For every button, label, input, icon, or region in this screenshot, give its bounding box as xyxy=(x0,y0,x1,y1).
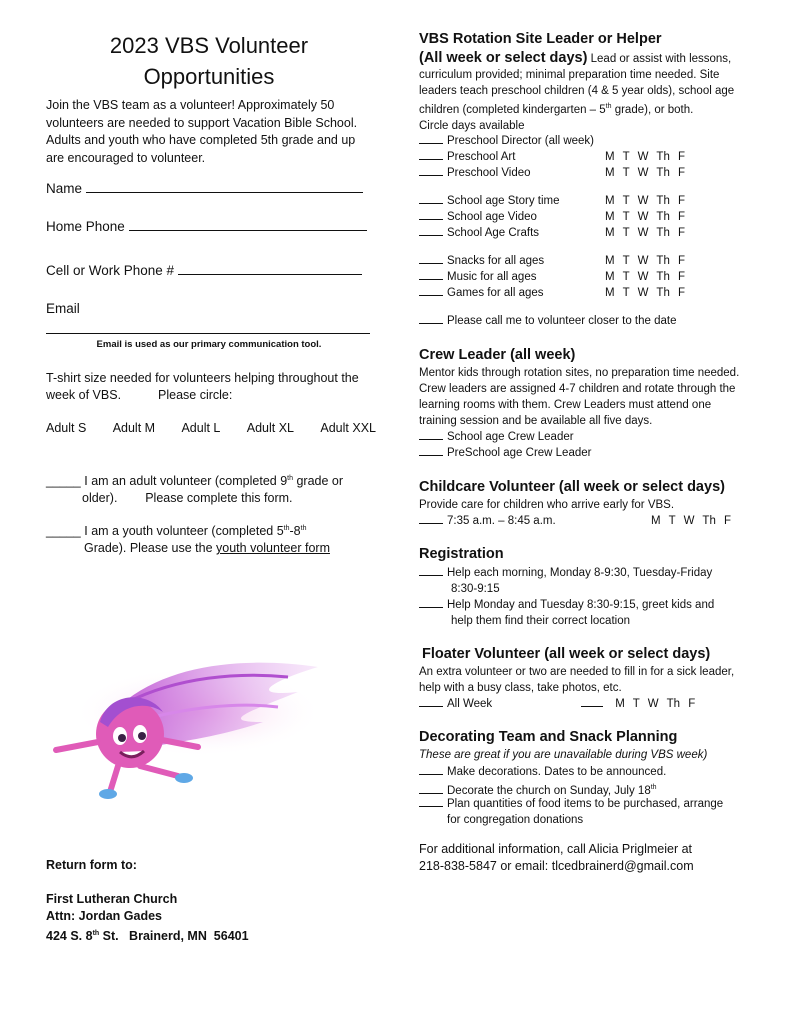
home-phone-field[interactable]: Home Phone xyxy=(46,218,367,236)
rotation-desc: (All week or select days) Lead or assist with lessons, curriculum provided; minimal preparation time needed. Site leaders teach preschool children (4 & 5 year olds), school age children (completed kindergarten – 5th grade), or both. Circle days available xyxy=(419,50,735,132)
days-selector[interactable]: M T W Th F xyxy=(651,515,732,527)
tshirt-sizes xyxy=(46,421,376,435)
size-option[interactable]: Adult XXL xyxy=(320,421,376,435)
size-option[interactable]: Adult S xyxy=(46,421,87,435)
decorating-item[interactable]: Make decorations. Dates to be announced. xyxy=(419,764,666,780)
rotation-item[interactable]: School Age Crafts M T W Th F xyxy=(419,225,719,241)
days-selector[interactable]: M T W Th F xyxy=(605,271,686,283)
decorating-note: These are great if you are unavailable during VBS week) xyxy=(419,749,708,761)
childcare-heading: Childcare Volunteer (all week or select days) xyxy=(419,479,725,495)
registration-item[interactable]: Help each morning, Monday 8-9:30, Tuesday-Friday 8:30-9:15 xyxy=(419,565,712,597)
home-phone-line[interactable] xyxy=(129,218,367,231)
intro-text: Join the VBS team as a volunteer! Approximately 50 volunteers are needed to support Vacation Bible School. Adults and youth who have completed 5th grade and up are encouraged to volunteer. xyxy=(46,98,358,165)
page-title: 2023 VBS Volunteer Opportunities xyxy=(109,33,309,89)
days-selector[interactable]: M T W Th F xyxy=(605,211,686,223)
call-me-later-option[interactable]: Please call me to volunteer closer to the date xyxy=(419,313,677,329)
cell-phone-line[interactable] xyxy=(178,262,362,275)
days-selector[interactable]: M T W Th F xyxy=(581,696,695,712)
decorating-item[interactable]: Plan quantities of food items to be purchased, arrange for congregation donations xyxy=(419,796,723,828)
crew-heading: Crew Leader (all week) xyxy=(419,347,576,363)
rotation-item[interactable]: Music for all ages M T W Th F xyxy=(419,269,719,285)
rotation-item[interactable]: School age Story time M T W Th F xyxy=(419,193,719,209)
youth-volunteer-form-link[interactable]: youth volunteer form xyxy=(216,541,330,556)
rotation-item[interactable]: Preschool Director (all week) xyxy=(419,133,594,149)
rotation-item[interactable]: School age Video M T W Th F xyxy=(419,209,719,225)
decorating-item[interactable]: Decorate the church on Sunday, July 18th xyxy=(419,780,657,799)
email-line[interactable] xyxy=(46,320,370,334)
rotation-item[interactable]: Preschool Video M T W Th F xyxy=(419,165,719,181)
childcare-item[interactable]: 7:35 a.m. – 8:45 a.m. M T W Th F xyxy=(419,513,749,529)
days-selector[interactable]: M T W Th F xyxy=(605,167,686,179)
rotation-item[interactable]: Preschool Art M T W Th F xyxy=(419,149,719,165)
floater-heading: Floater Volunteer (all week or select days) xyxy=(422,646,711,662)
size-option[interactable]: Adult M xyxy=(112,421,156,435)
rotation-item[interactable]: Snacks for all ages M T W Th F xyxy=(419,253,719,269)
return-heading: Return form to: xyxy=(46,858,137,872)
crew-desc: Mentor kids through rotation sites, no preparation time needed. Crew leaders are assigned 4-7 children and rotate through the learning rooms with them. Crew Leaders must attend one training session and be available all five days. xyxy=(419,367,740,427)
adult-volunteer-option[interactable]: _____ I am an adult volunteer (completed 9th grade or older). Please complete this form. xyxy=(46,474,344,506)
floater-desc: An extra volunteer or two are needed to fill in for a sick leader, help with a busy class, take photos, etc. xyxy=(419,666,735,694)
floater-item[interactable]: All Week M T W Th F xyxy=(419,696,739,712)
registration-heading: Registration xyxy=(419,546,504,562)
childcare-desc: Provide care for children who arrive early for VBS. xyxy=(419,499,675,511)
days-selector[interactable]: M T W Th F xyxy=(605,151,686,163)
email-label: Email xyxy=(46,301,80,316)
rotation-item[interactable]: Games for all ages M T W Th F xyxy=(419,285,719,301)
name-line[interactable] xyxy=(86,180,363,193)
tshirt-text: T-shirt size needed for volunteers helping throughout the week of VBS. Please circle: xyxy=(46,371,359,402)
contact-info: For additional information, call Alicia Priglmeier at 218-838-5847 or email: tlcedbrainerd@gmail.com xyxy=(419,842,694,873)
name-field[interactable]: Name xyxy=(46,180,363,198)
crew-item[interactable]: PreSchool age Crew Leader xyxy=(419,445,591,461)
cell-phone-field[interactable]: Cell or Work Phone # xyxy=(46,262,362,280)
days-selector[interactable]: M T W Th F xyxy=(605,255,686,267)
size-option[interactable]: Adult L xyxy=(181,421,221,435)
size-option[interactable]: Adult XL xyxy=(246,421,295,435)
youth-volunteer-option[interactable]: _____ I am a youth volunteer (completed 5th-8th Grade). Please use the youth volunteer form xyxy=(46,524,330,556)
rotation-heading: VBS Rotation Site Leader or Helper xyxy=(419,31,662,47)
days-selector[interactable]: M T W Th F xyxy=(605,195,686,207)
comet-mascot-illustration xyxy=(48,652,323,802)
days-selector[interactable]: M T W Th F xyxy=(605,227,686,239)
decorating-heading: Decorating Team and Snack Planning xyxy=(419,729,678,745)
registration-item[interactable]: Help Monday and Tuesday 8:30-9:15, greet kids and help them find their correct location xyxy=(419,597,714,629)
return-address: First Lutheran Church Attn: Jordan Gades 424 S. 8th St. Brainerd, MN 56401 xyxy=(46,892,249,944)
email-note: Email is used as our primary communication tool. xyxy=(96,339,322,350)
crew-item[interactable]: School age Crew Leader xyxy=(419,429,574,445)
days-selector[interactable]: M T W Th F xyxy=(605,287,686,299)
